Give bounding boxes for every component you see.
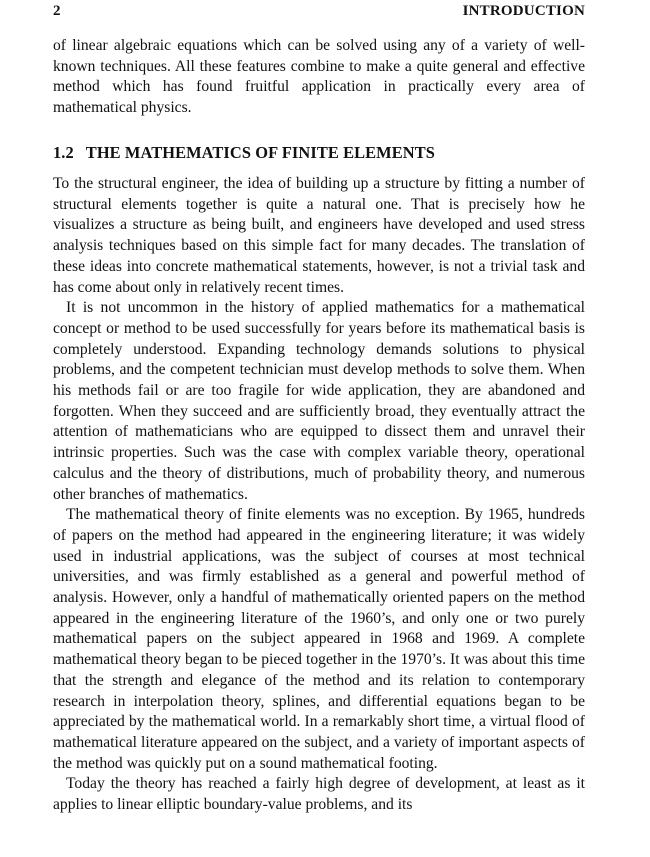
paragraph-2: It is not uncommon in the history of applied mathematics for a mathematical concept or method to be used successfully for years before its mathematical basis is completely understood. Expanding technology demands solutions to physical problems, and the competent technician must develop methods to solve them. When his methods fail or are too fragile for wide application, they are abandoned and forgotten. When they succeed and are sufficiently broad, they eventually attract the attention of mathematicians who are equipped to dissect them and unravel their intrinsic properties. Such was the case with complex variable theory, operational calculus and the theory of distributions, much of probability theory, and numerous other branches of mathematics.	[53, 299, 585, 503]
paragraph-3: The mathematical theory of finite elements was no exception. By 1965, hundreds of papers on the method had appeared in the engineering literature; it was widely used in industrial applications, was the subject of courses at most technical universities, and was firmly established as a general and powerful method of analysis. However, only a handful of mathematically oriented papers on the method appeared in the engineering literature of the 1960’s, and only one or two purely mathematical papers on the subject appeared in 1968 and 1969. A complete mathematical theory began to be pieced together in the 1970’s. It was about this time that the strength and elegance of the method and its relation to contemporary research in interpolation theory, splines, and differential equations began to be appreciated by the mathematical world. In a remarkably short time, a virtual flood of mathematical literature appeared on the subject, and a variety of important aspects of the method was quickly put on a sound mathematical footing.	[53, 506, 585, 772]
running-head	[53, 3, 585, 25]
intro-paragraph: of linear algebraic equations which can be solved using any of a variety of well-known techniques. All these features combine to make a quite general and effective method which has found fruitful application in practically every area of mathematical physics.	[53, 37, 585, 117]
paragraph-1: To the structural engineer, the idea of building up a structure by fitting a number of structural elements together is quite a natural one. That is precisely how he visualizes a structure as being built, and engineers have developed and used stress analysis techniques based on this simple fact for many decades. The translation of these ideas into concrete mathematical statements, however, is not a trivial task and has come about only in relatively recent times.	[53, 175, 585, 296]
section-heading	[53, 143, 585, 163]
page-number: 2	[53, 3, 61, 19]
section-title: THE MATHEMATICS OF FINITE ELEMENTS	[85, 143, 435, 162]
section-body	[53, 174, 585, 816]
section-number: 1.2	[53, 143, 74, 162]
paragraph-4: Today the theory has reached a fairly high degree of development, at least as it applies to linear elliptic boundary-value problems, and its	[53, 775, 585, 814]
running-title: INTRODUCTION	[462, 3, 585, 19]
intro-text-block	[53, 36, 585, 119]
